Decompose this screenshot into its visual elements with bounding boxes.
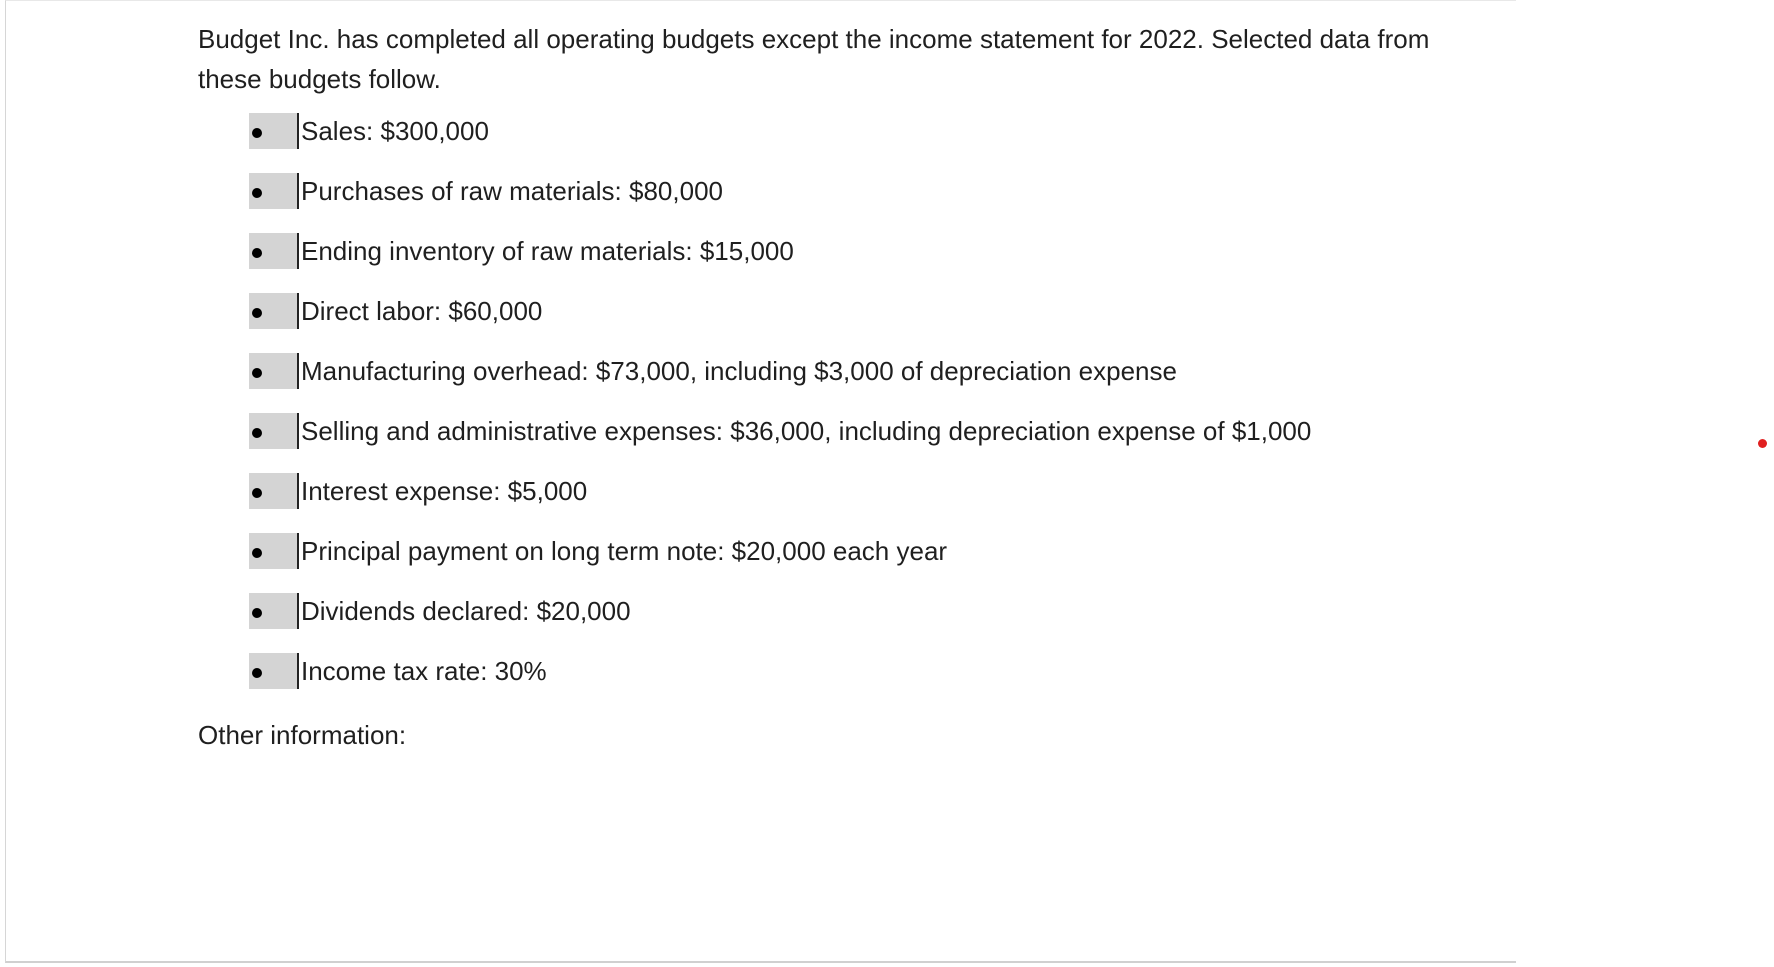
bullet-icon [252,248,262,258]
bullet-icon [252,488,262,498]
bullet-marker [249,173,297,209]
list-item [249,473,1311,533]
bullet-marker [249,353,297,389]
list-item [249,653,1311,713]
list-item [249,413,1311,473]
bullet-marker [249,233,297,269]
list-item-text: Interest expense: $5,000 [297,473,587,509]
list-item-text: Purchases of raw materials: $80,000 [297,173,723,209]
bullet-marker [249,653,297,689]
bullet-marker [249,533,297,569]
list-item-text: Selling and administrative expenses: $36,000, including depreciation expense of $1,000 [297,413,1311,449]
bullet-marker [249,593,297,629]
list-item-text: Income tax rate: 30% [297,653,547,689]
bullet-icon [252,608,262,618]
bullet-icon [252,188,262,198]
red-dot-icon [1758,439,1767,448]
bullet-marker [249,473,297,509]
budget-data-list [249,113,1311,713]
list-item-text: Direct labor: $60,000 [297,293,542,329]
bullet-icon [252,548,262,558]
list-item [249,533,1311,593]
bullet-icon [252,368,262,378]
bullet-icon [252,428,262,438]
list-item [249,173,1311,233]
list-item-text: Principal payment on long term note: $20,000 each year [297,533,947,569]
bullet-icon [252,128,262,138]
bullet-marker [249,113,297,149]
bullet-marker [249,293,297,329]
list-item-text: Sales: $300,000 [297,113,489,149]
bullet-icon [252,668,262,678]
list-item [249,293,1311,353]
list-item [249,353,1311,413]
list-item [249,593,1311,653]
document-page [5,0,1516,963]
list-item-text: Dividends declared: $20,000 [297,593,631,629]
list-item-text: Manufacturing overhead: $73,000, including $3,000 of depreciation expense [297,353,1177,389]
list-item [249,233,1311,293]
other-information-heading: Other information: [198,720,407,750]
intro-paragraph: Budget Inc. has completed all operating budgets except the income statement for 2022. Selected data from these budgets follow. [198,24,1430,94]
bullet-icon [252,308,262,318]
list-item-text: Ending inventory of raw materials: $15,000 [297,233,794,269]
bullet-marker [249,413,297,449]
list-item [249,113,1311,173]
